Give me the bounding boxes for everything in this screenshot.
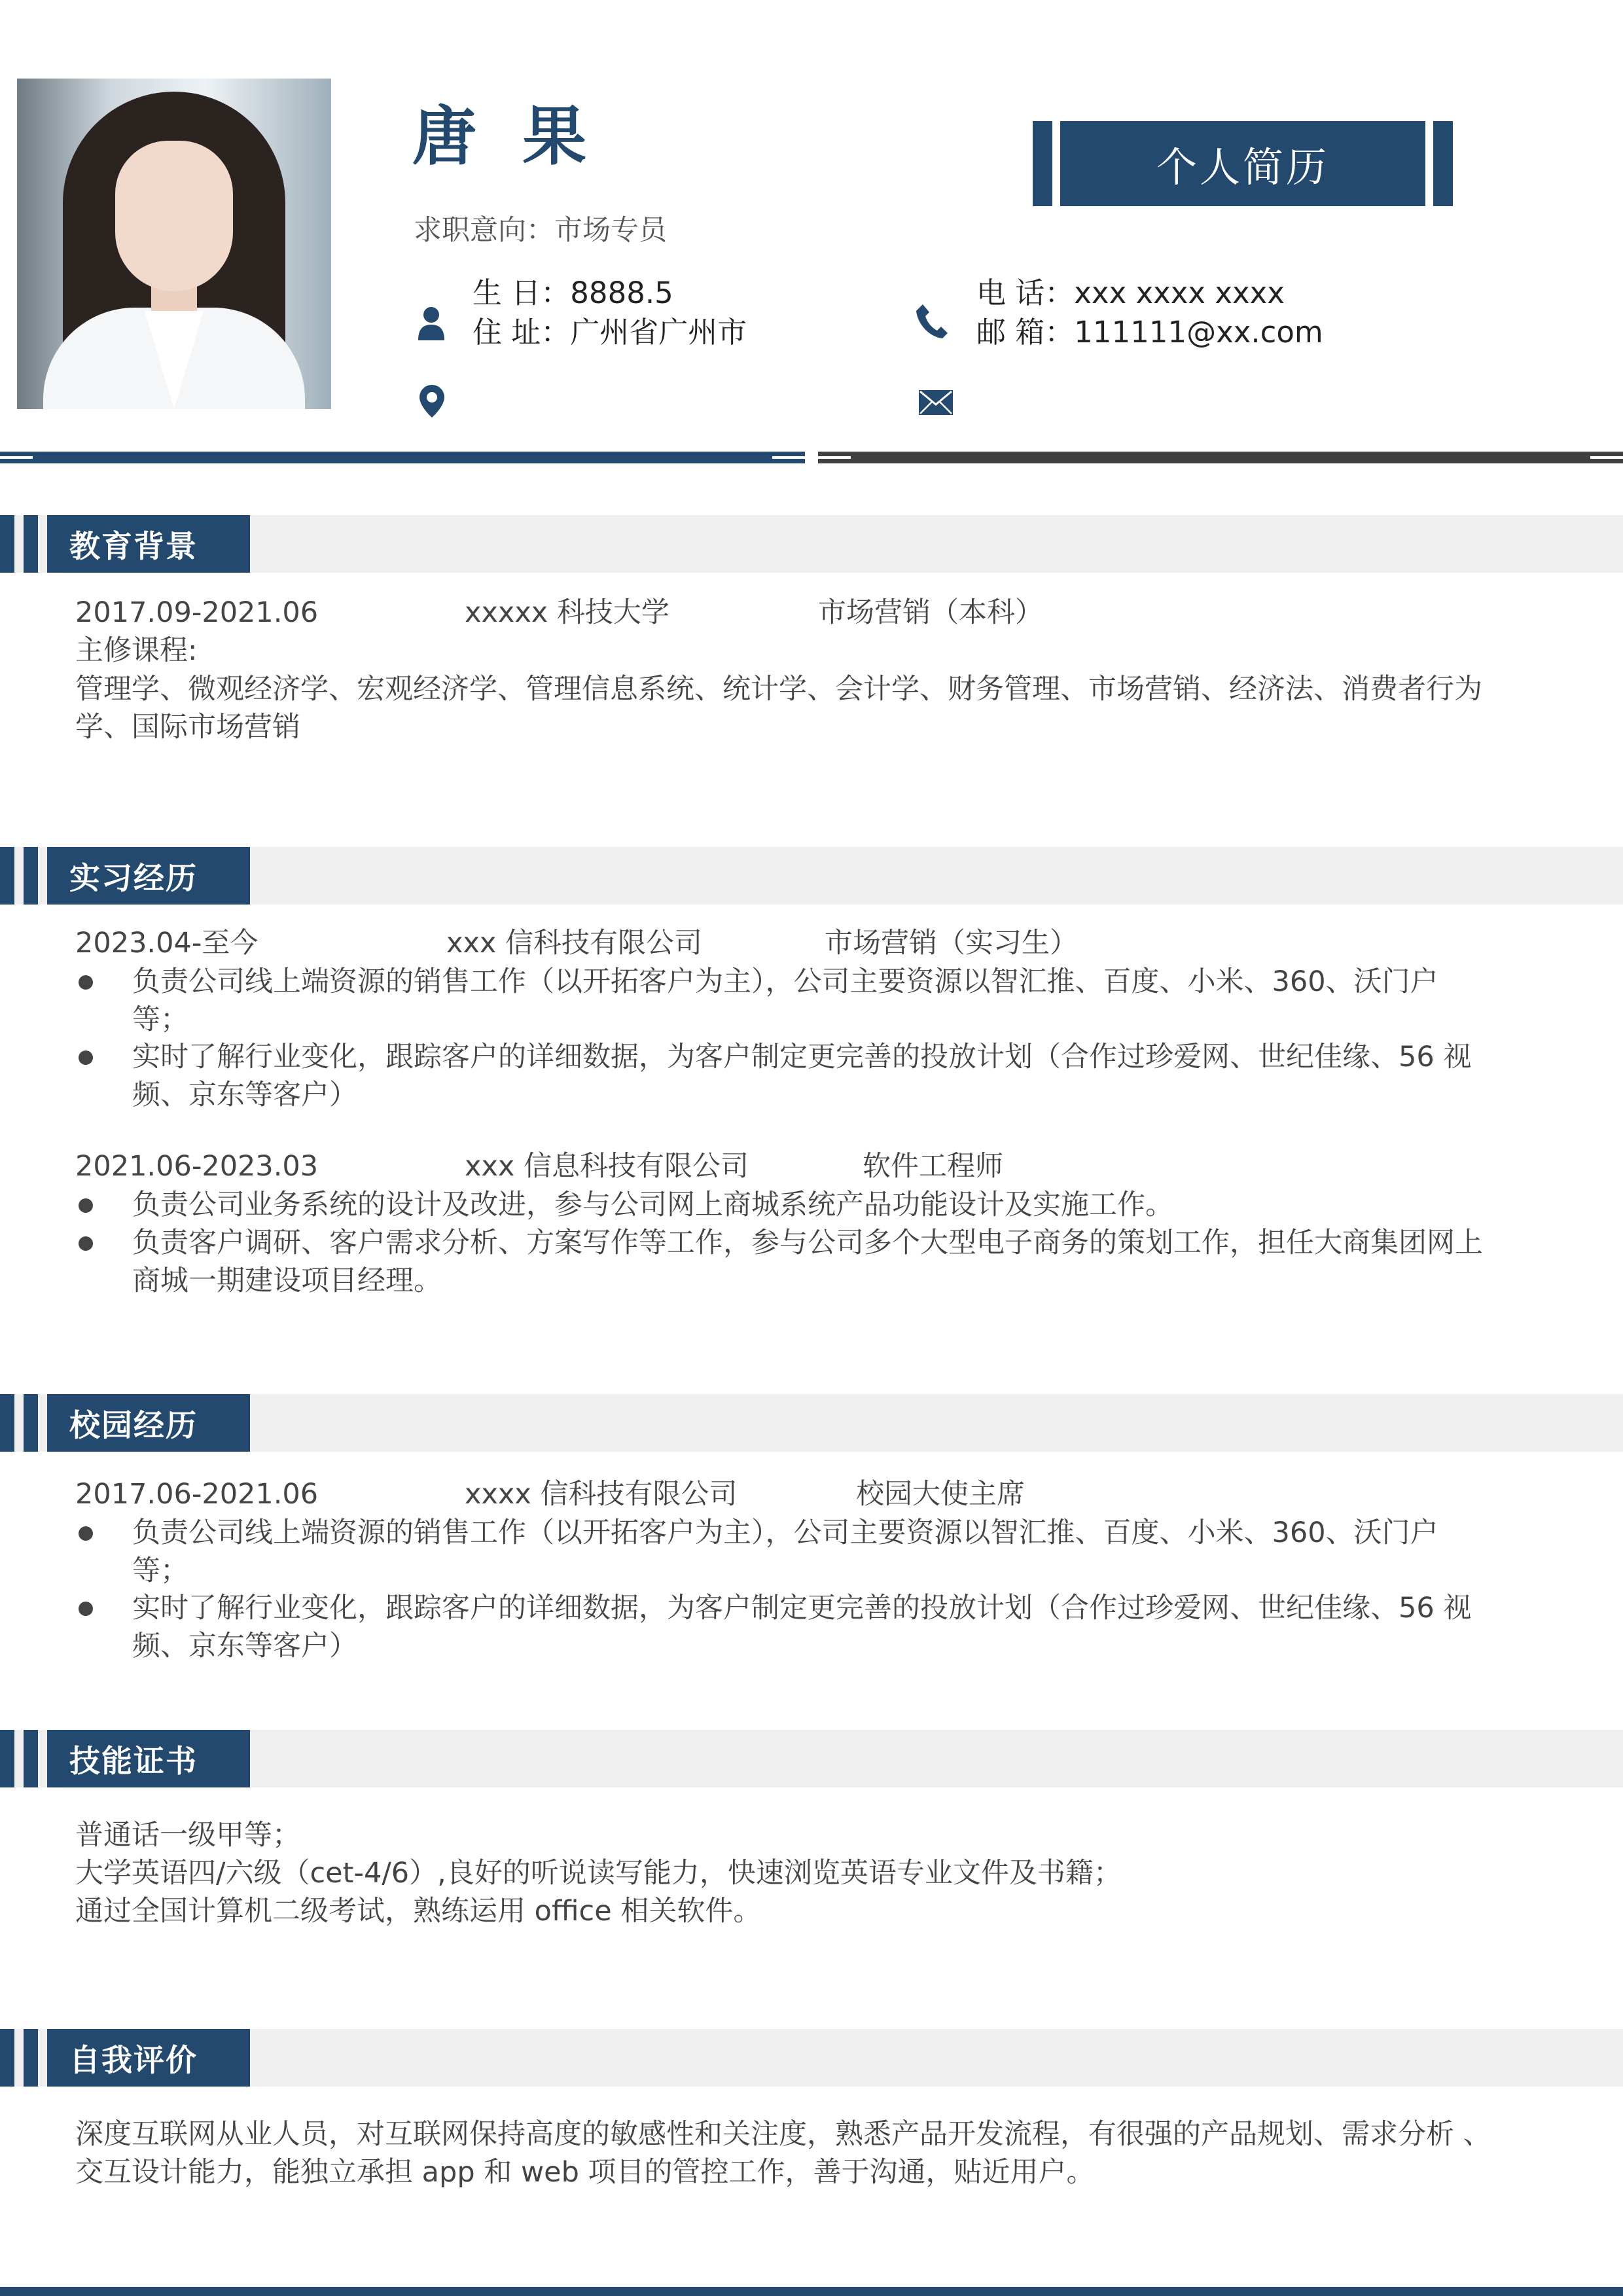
education-period: 2017.09-2021.06 bbox=[75, 596, 319, 629]
section-accent bbox=[24, 1730, 38, 1787]
section-accent bbox=[0, 1730, 14, 1787]
phone-field: 电 话：xxx xxxx xxxx bbox=[976, 276, 1285, 310]
footer-bar bbox=[0, 2287, 1623, 2296]
job-period: 2023.04-至今 bbox=[75, 927, 259, 960]
job-bullet: 实时了解行业变化，跟踪客户的详细数据，为客户制定更完善的投放计划（合作过珍爱网、世纪佳缘、56 视频、京东等客户） bbox=[132, 1041, 1472, 1111]
courses-label: 主修课程: bbox=[75, 634, 198, 667]
campus-company: xxxx 信科技有限公司 bbox=[465, 1478, 738, 1511]
email-field: 邮 箱：111111@xx.com bbox=[976, 315, 1323, 350]
job-bullet: 负责公司业务系统的设计及改进，参与公司网上商城系统产品功能设计及实施工作。 bbox=[132, 1189, 1173, 1221]
title-bar-left bbox=[1033, 121, 1052, 206]
section-title-campus: 校园经历 bbox=[47, 1394, 250, 1452]
education-school: xxxxx 科技大学 bbox=[465, 596, 669, 629]
job-company: xxx 信科技有限公司 bbox=[446, 927, 703, 960]
section-accent bbox=[24, 515, 38, 573]
candidate-name: 唐 果 bbox=[412, 99, 599, 174]
profile-photo bbox=[17, 79, 331, 409]
resume-title: 个人简历 bbox=[1156, 143, 1329, 191]
person-icon bbox=[417, 306, 446, 340]
section-accent bbox=[24, 847, 38, 905]
job-role: 市场营销（实习生） bbox=[825, 927, 1078, 960]
bullet bbox=[79, 1050, 93, 1065]
bullet bbox=[79, 1198, 93, 1213]
birthday-field: 生 日：8888.5 bbox=[473, 276, 673, 310]
section-title-internship: 实习经历 bbox=[47, 847, 250, 905]
courses-text: 管理学、微观经济学、宏观经济学、管理信息系统、统计学、会计学、财务管理、市场营销、经济法、消费者行为学、国际市场营销 bbox=[75, 673, 1482, 744]
location-pin-icon bbox=[419, 385, 444, 418]
job-period: 2021.06-2023.03 bbox=[75, 1150, 319, 1183]
section-accent bbox=[24, 2029, 38, 2087]
header-divider-right bbox=[818, 452, 1623, 463]
section-accent bbox=[0, 515, 14, 573]
section-accent bbox=[24, 1394, 38, 1452]
campus-bullet: 实时了解行业变化，跟踪客户的详细数据，为客户制定更完善的投放计划（合作过珍爱网、世纪佳缘、56 视频、京东等客户） bbox=[132, 1592, 1472, 1662]
job-bullet: 负责公司线上端资源的销售工作（以开拓客户为主），公司主要资源以智汇推、百度、小米、360、沃门户等； bbox=[132, 965, 1438, 1036]
campus-bullet: 负责公司线上端资源的销售工作（以开拓客户为主），公司主要资源以智汇推、百度、小米、360、沃门户等； bbox=[132, 1516, 1438, 1587]
bullet bbox=[79, 1602, 93, 1616]
divider-accent bbox=[818, 456, 851, 459]
section-accent bbox=[0, 1394, 14, 1452]
section-title-self: 自我评价 bbox=[47, 2029, 250, 2087]
campus-role: 校园大使主席 bbox=[856, 1478, 1025, 1511]
divider-accent bbox=[0, 456, 33, 459]
title-bar-right bbox=[1433, 121, 1453, 206]
skill-line: 通过全国计算机二级考试，熟练运用 office 相关软件。 bbox=[75, 1895, 762, 1928]
phone-icon bbox=[916, 303, 948, 340]
section-accent bbox=[0, 847, 14, 905]
campus-period: 2017.06-2021.06 bbox=[75, 1478, 319, 1511]
skill-line: 普通话一级甲等； bbox=[75, 1819, 300, 1852]
job-bullet: 负责客户调研、客户需求分析、方案写作等工作，参与公司多个大型电子商务的策划工作，担任大商集团网上商城一期建设项目经理。 bbox=[132, 1227, 1483, 1297]
resume-title-box bbox=[1060, 121, 1425, 206]
divider-accent bbox=[1590, 456, 1623, 459]
mail-icon bbox=[919, 390, 953, 415]
address-field: 住 址：广州省广州市 bbox=[473, 315, 747, 350]
section-accent bbox=[0, 2029, 14, 2087]
job-company: xxx 信息科技有限公司 bbox=[465, 1150, 749, 1183]
job-intent: 求职意向：市场专员 bbox=[414, 214, 667, 247]
bullet bbox=[79, 1236, 93, 1251]
education-major: 市场营销（本科） bbox=[818, 596, 1043, 629]
section-title-skills: 技能证书 bbox=[47, 1730, 250, 1787]
job-role: 软件工程师 bbox=[863, 1150, 1003, 1183]
divider-accent bbox=[772, 456, 805, 459]
section-title-education: 教育背景 bbox=[47, 515, 250, 573]
bullet bbox=[79, 1526, 93, 1541]
self-evaluation-text: 深度互联网从业人员，对互联网保持高度的敏感性和关注度，熟悉产品开发流程，有很强的产品规划、需求分析 、交互设计能力，能独立承担 app 和 web 项目的管控工作，善于沟通，贴近用户。 bbox=[75, 2118, 1491, 2189]
bullet bbox=[79, 975, 93, 990]
header-divider-left bbox=[0, 452, 805, 463]
skill-line: 大学英语四/六级（cet-4/6）,良好的听说读写能力，快速浏览英语专业文件及书籍； bbox=[75, 1857, 1122, 1890]
